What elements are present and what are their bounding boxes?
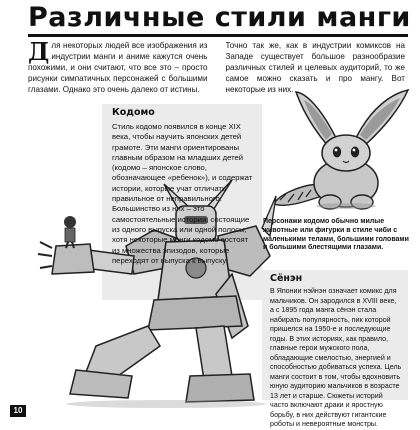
kodomo-heading: Кодомо <box>112 107 155 118</box>
title-rule <box>28 34 408 37</box>
shonen-text: В Японии нэйнэн означает комикс для мальчиков. Он зародился в XVIII веке, а с 1895 года манга сёнэн стала набирать популярность, пик которой пришелся на 1950-е и последующие годы. В этих историях, как правило, главные герои мужского пола, обладающие смелостью, энергией и способностью добиваться успеха. Цель манги состоит в том, чтобы вдохновить юную аудиторию мальчиков в возрасте 13 лет и старше. Сюжеты историй часто включают драки и яростную борьбу, в них действуют гигантские роботы и невероятные монстры. <box>270 287 402 428</box>
kodomo-text: Стиль кодомо появился в конце XIX века, чтобы научить японских детей грамоте. Эти манги ориентированы главным образом на младших детей (кодомо – японское слово, обозначающее «ребенок»), и содержат истории, которые учат отличать правильное от неправильного. Большинство из них – это самостоятельные истории, состоящие из одного выпуска или одной полосы, хотя некоторые манги кодомо состоят из множества эпизодов, которые переходят от выпуска к выпуску. <box>112 122 253 265</box>
kodomo-creature-illustration <box>266 88 416 213</box>
page-number: 10 <box>10 405 26 417</box>
page-title: Различные стили манги <box>28 2 411 33</box>
intro-paragraph-1 <box>28 37 208 96</box>
intro-paragraph-1-text: ля некоторых людей все изображения из индустрии манги и аниме кажутся очень похожими, и они считают, что все это – просто рисунки симпатичных персонажей с большими глазами. Однако это очень далеко от истины. <box>28 41 208 94</box>
kodomo-caption: Персонажи кодомо обычно милые животные или фигурки в стиле чиби с маленькими телами, большими головами и большими блестящими глазами. <box>263 218 409 252</box>
drop-cap: Д <box>28 37 50 66</box>
shonen-heading: Сёнэн <box>270 273 303 284</box>
intro-paragraph-2: Точно так же, как в индустрии комиксов на Западе существует большое разнообразие различных стилей и целевых аудиторий, то же самое можно сказать и про мангу. Вот некоторые из них. <box>225 41 405 94</box>
